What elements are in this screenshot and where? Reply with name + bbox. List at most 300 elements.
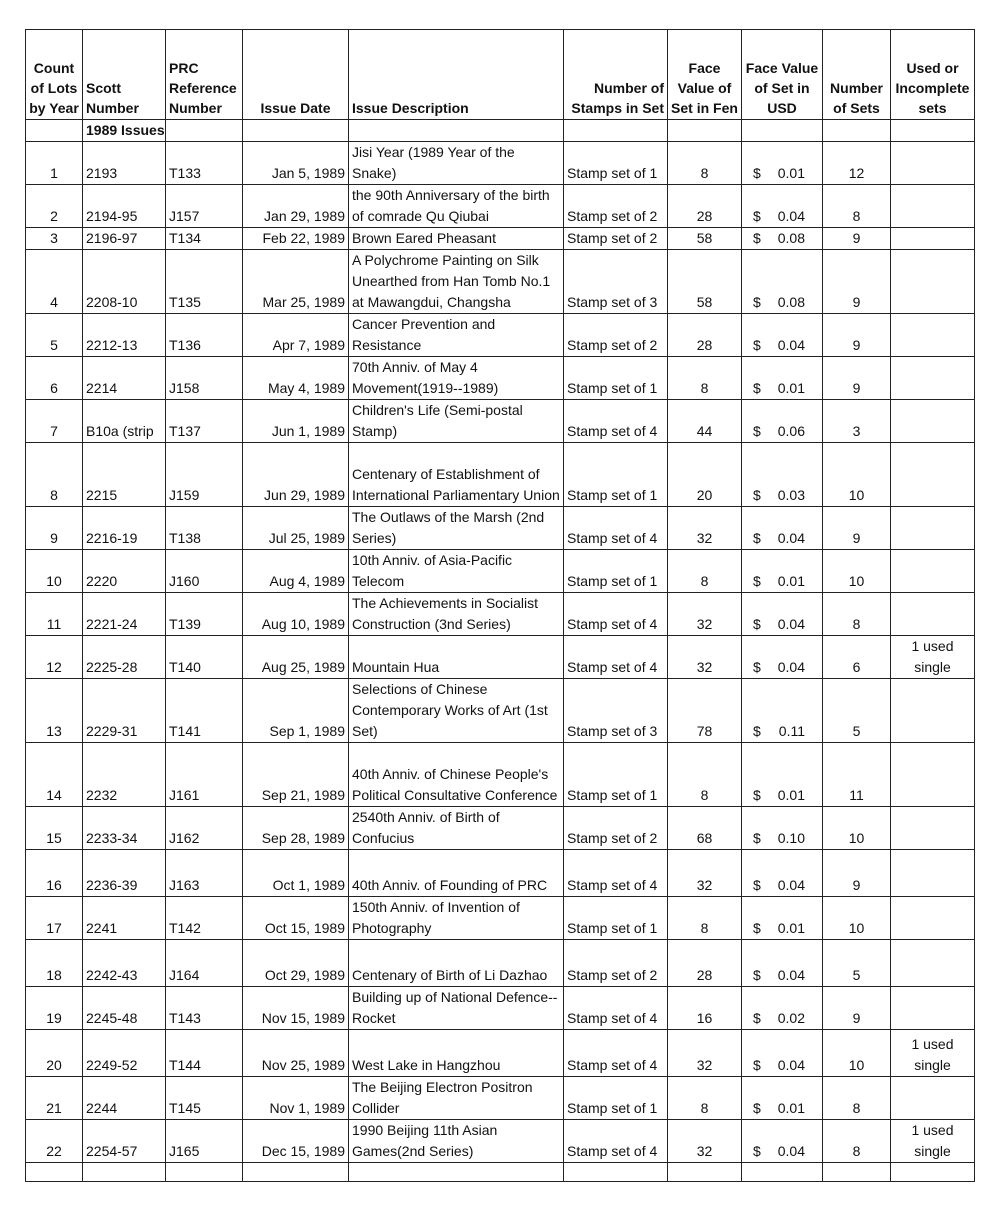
- row-face-usd: [742, 636, 823, 679]
- header-count: Count of Lots by Year: [26, 30, 83, 120]
- row-num-stamps: Stamp set of 4: [564, 593, 668, 636]
- row-date: Mar 25, 1989: [243, 250, 349, 314]
- row-face-usd: [742, 250, 823, 314]
- row-face-usd: [742, 940, 823, 987]
- row-num-stamps: Stamp set of 2: [564, 228, 668, 250]
- row-face-usd: [742, 1120, 823, 1163]
- row-num-sets: 10: [823, 897, 891, 940]
- row-description: 2540th Anniv. of Birth of Confucius: [349, 807, 564, 850]
- row-used: [891, 593, 975, 636]
- table-row: [26, 314, 975, 357]
- row-used: [891, 987, 975, 1030]
- row-face-fen: 8: [668, 897, 742, 940]
- row-num-sets: 3: [823, 400, 891, 443]
- currency-symbol: $: [753, 1010, 761, 1026]
- row-date: Oct 15, 1989: [243, 897, 349, 940]
- row-face-usd: [742, 507, 823, 550]
- row-num-sets: 9: [823, 228, 891, 250]
- usd-value: 0.01: [777, 165, 805, 181]
- row-scott: 2232: [83, 743, 166, 807]
- row-scott: 2221-24: [83, 593, 166, 636]
- row-used: 1 used single: [891, 1030, 975, 1077]
- row-num-stamps: Stamp set of 1: [564, 443, 668, 507]
- usd-value: 0.01: [777, 1100, 805, 1116]
- row-prc: J162: [166, 807, 243, 850]
- row-num-stamps: Stamp set of 4: [564, 400, 668, 443]
- row-face-fen: 28: [668, 314, 742, 357]
- row-prc: T135: [166, 250, 243, 314]
- row-face-usd: [742, 357, 823, 400]
- header-face-fen: Face Value of Set in Fen: [668, 30, 742, 120]
- table-row: [26, 636, 975, 679]
- row-face-fen: 68: [668, 807, 742, 850]
- row-num-sets: 11: [823, 743, 891, 807]
- row-count: 3: [26, 228, 83, 250]
- row-count: 22: [26, 1120, 83, 1163]
- row-count: 18: [26, 940, 83, 987]
- row-description: The Achievements in Socialist Construction (3nd Series): [349, 593, 564, 636]
- row-date: Sep 21, 1989: [243, 743, 349, 807]
- row-count: 4: [26, 250, 83, 314]
- row-description: 40th Anniv. of Chinese People's Political Consultative Conference: [349, 743, 564, 807]
- row-prc: J158: [166, 357, 243, 400]
- row-description: 40th Anniv. of Founding of PRC: [349, 850, 564, 897]
- usd-value: 0.04: [777, 530, 805, 546]
- usd-value: 0.08: [777, 230, 805, 246]
- row-scott: 2242-43: [83, 940, 166, 987]
- row-count: 9: [26, 507, 83, 550]
- row-date: Sep 1, 1989: [243, 679, 349, 743]
- row-description: Mountain Hua: [349, 636, 564, 679]
- row-face-usd: [742, 679, 823, 743]
- row-scott: B10a (strip: [83, 400, 166, 443]
- header-row: [26, 30, 975, 120]
- row-date: Oct 29, 1989: [243, 940, 349, 987]
- row-description: the 90th Anniversary of the birth of comrade Qu Qiubai: [349, 185, 564, 228]
- row-num-sets: 9: [823, 314, 891, 357]
- usd-value: 0.01: [777, 380, 805, 396]
- row-num-stamps: Stamp set of 2: [564, 940, 668, 987]
- row-count: 11: [26, 593, 83, 636]
- row-description: The Beijing Electron Positron Collider: [349, 1077, 564, 1120]
- usd-value: 0.04: [777, 337, 805, 353]
- row-description: 1990 Beijing 11th Asian Games(2nd Series): [349, 1120, 564, 1163]
- table-row: [26, 897, 975, 940]
- row-num-sets: 9: [823, 987, 891, 1030]
- currency-symbol: $: [753, 487, 761, 503]
- header-prc: PRC Reference Number: [166, 30, 243, 120]
- row-num-sets: 9: [823, 507, 891, 550]
- table-row: [26, 228, 975, 250]
- row-date: Jul 25, 1989: [243, 507, 349, 550]
- row-date: Nov 15, 1989: [243, 987, 349, 1030]
- row-scott: 2249-52: [83, 1030, 166, 1077]
- row-num-stamps: Stamp set of 4: [564, 987, 668, 1030]
- table-row: [26, 987, 975, 1030]
- row-face-usd: [742, 185, 823, 228]
- row-face-usd: [742, 443, 823, 507]
- currency-symbol: $: [753, 967, 761, 983]
- row-date: Feb 22, 1989: [243, 228, 349, 250]
- currency-symbol: $: [753, 659, 761, 675]
- row-count: 21: [26, 1077, 83, 1120]
- currency-symbol: $: [753, 530, 761, 546]
- row-face-fen: 28: [668, 940, 742, 987]
- currency-symbol: $: [753, 830, 761, 846]
- row-prc: T139: [166, 593, 243, 636]
- row-count: 2: [26, 185, 83, 228]
- currency-symbol: $: [753, 787, 761, 803]
- row-face-fen: 8: [668, 142, 742, 185]
- row-prc: J163: [166, 850, 243, 897]
- row-face-fen: 32: [668, 593, 742, 636]
- usd-value: 0.02: [777, 1010, 805, 1026]
- row-face-fen: 8: [668, 550, 742, 593]
- row-num-stamps: Stamp set of 3: [564, 250, 668, 314]
- row-scott: 2245-48: [83, 987, 166, 1030]
- row-scott: 2194-95: [83, 185, 166, 228]
- row-count: 12: [26, 636, 83, 679]
- usd-value: 0.06: [777, 423, 805, 439]
- usd-value: 0.11: [778, 723, 805, 739]
- currency-symbol: $: [753, 616, 761, 632]
- row-num-stamps: Stamp set of 4: [564, 507, 668, 550]
- row-date: Nov 1, 1989: [243, 1077, 349, 1120]
- row-used: [891, 1077, 975, 1120]
- row-count: 17: [26, 897, 83, 940]
- usd-value: 0.04: [777, 877, 805, 893]
- row-prc: T142: [166, 897, 243, 940]
- row-description: A Polychrome Painting on Silk Unearthed from Han Tomb No.1 at Mawangdui, Changsha: [349, 250, 564, 314]
- row-count: 19: [26, 987, 83, 1030]
- row-scott: 2236-39: [83, 850, 166, 897]
- row-num-sets: 8: [823, 185, 891, 228]
- blank-row: [26, 1163, 975, 1182]
- currency-symbol: $: [753, 723, 761, 739]
- row-date: Dec 15, 1989: [243, 1120, 349, 1163]
- row-count: 16: [26, 850, 83, 897]
- table-row: [26, 593, 975, 636]
- header-issue-date: Issue Date: [243, 30, 349, 120]
- row-num-sets: 10: [823, 550, 891, 593]
- row-date: Nov 25, 1989: [243, 1030, 349, 1077]
- row-used: [891, 850, 975, 897]
- usd-value: 0.04: [777, 1143, 805, 1159]
- row-used: [891, 679, 975, 743]
- row-used: [891, 507, 975, 550]
- currency-symbol: $: [753, 1057, 761, 1073]
- row-scott: 2220: [83, 550, 166, 593]
- currency-symbol: $: [753, 208, 761, 224]
- row-num-stamps: Stamp set of 4: [564, 850, 668, 897]
- row-count: 5: [26, 314, 83, 357]
- usd-value: 0.01: [777, 573, 805, 589]
- usd-value: 0.04: [777, 208, 805, 224]
- currency-symbol: $: [753, 573, 761, 589]
- row-num-sets: 12: [823, 142, 891, 185]
- row-num-stamps: Stamp set of 1: [564, 743, 668, 807]
- currency-symbol: $: [753, 294, 761, 310]
- row-prc: T133: [166, 142, 243, 185]
- table-row: [26, 443, 975, 507]
- row-num-stamps: Stamp set of 1: [564, 357, 668, 400]
- row-scott: 2196-97: [83, 228, 166, 250]
- row-scott: 2233-34: [83, 807, 166, 850]
- usd-value: 0.04: [777, 659, 805, 675]
- usd-value: 0.04: [777, 1057, 805, 1073]
- stamp-inventory-table: [25, 29, 975, 1182]
- row-num-sets: 5: [823, 940, 891, 987]
- table-row: [26, 807, 975, 850]
- header-num-sets: Number of Sets: [823, 30, 891, 120]
- row-used: [891, 228, 975, 250]
- row-count: 7: [26, 400, 83, 443]
- table-row: [26, 357, 975, 400]
- row-description: 70th Anniv. of May 4 Movement(1919--1989): [349, 357, 564, 400]
- row-num-stamps: Stamp set of 4: [564, 636, 668, 679]
- currency-symbol: $: [753, 1143, 761, 1159]
- row-scott: 2225-28: [83, 636, 166, 679]
- row-date: Aug 10, 1989: [243, 593, 349, 636]
- row-description: Cancer Prevention and Resistance: [349, 314, 564, 357]
- currency-symbol: $: [753, 380, 761, 396]
- row-count: 20: [26, 1030, 83, 1077]
- row-face-usd: [742, 850, 823, 897]
- row-used: [891, 443, 975, 507]
- table-row: [26, 1120, 975, 1163]
- row-used: [891, 314, 975, 357]
- row-date: Apr 7, 1989: [243, 314, 349, 357]
- row-face-usd: [742, 550, 823, 593]
- row-num-sets: 10: [823, 807, 891, 850]
- row-description: Brown Eared Pheasant: [349, 228, 564, 250]
- row-prc: T144: [166, 1030, 243, 1077]
- row-num-sets: 10: [823, 1030, 891, 1077]
- row-num-stamps: Stamp set of 2: [564, 807, 668, 850]
- usd-value: 0.04: [777, 616, 805, 632]
- header-description: Issue Description: [349, 30, 564, 120]
- row-date: Jun 29, 1989: [243, 443, 349, 507]
- row-date: Oct 1, 1989: [243, 850, 349, 897]
- table-row: [26, 507, 975, 550]
- row-num-sets: 9: [823, 850, 891, 897]
- usd-value: 0.10: [777, 830, 805, 846]
- row-face-usd: [742, 807, 823, 850]
- row-used: [891, 142, 975, 185]
- row-date: Aug 4, 1989: [243, 550, 349, 593]
- row-description: Centenary of Birth of Li Dazhao: [349, 940, 564, 987]
- row-used: [891, 357, 975, 400]
- row-date: May 4, 1989: [243, 357, 349, 400]
- usd-value: 0.01: [777, 920, 805, 936]
- table-row: [26, 679, 975, 743]
- row-scott: 2254-57: [83, 1120, 166, 1163]
- row-face-fen: 8: [668, 357, 742, 400]
- row-face-fen: 58: [668, 228, 742, 250]
- row-count: 13: [26, 679, 83, 743]
- row-description: Building up of National Defence--Rocket: [349, 987, 564, 1030]
- row-count: 8: [26, 443, 83, 507]
- row-face-fen: 20: [668, 443, 742, 507]
- row-used: [891, 250, 975, 314]
- row-prc: J164: [166, 940, 243, 987]
- row-num-stamps: Stamp set of 1: [564, 1077, 668, 1120]
- row-scott: 2244: [83, 1077, 166, 1120]
- row-scott: 2241: [83, 897, 166, 940]
- row-num-stamps: Stamp set of 1: [564, 550, 668, 593]
- row-prc: J165: [166, 1120, 243, 1163]
- row-description: 10th Anniv. of Asia-Pacific Telecom: [349, 550, 564, 593]
- row-prc: T145: [166, 1077, 243, 1120]
- row-face-usd: [742, 1077, 823, 1120]
- row-count: 10: [26, 550, 83, 593]
- section-row: [26, 120, 975, 142]
- row-num-sets: 8: [823, 593, 891, 636]
- row-face-fen: 32: [668, 636, 742, 679]
- table-row: [26, 185, 975, 228]
- row-description: 150th Anniv. of Invention of Photography: [349, 897, 564, 940]
- currency-symbol: $: [753, 337, 761, 353]
- row-face-usd: [742, 400, 823, 443]
- row-face-fen: 28: [668, 185, 742, 228]
- row-description: Children's Life (Semi-postal Stamp): [349, 400, 564, 443]
- row-face-fen: 16: [668, 987, 742, 1030]
- row-face-usd: [742, 228, 823, 250]
- row-scott: 2214: [83, 357, 166, 400]
- row-description: Selections of Chinese Contemporary Works of Art (1st Set): [349, 679, 564, 743]
- row-face-fen: 32: [668, 1030, 742, 1077]
- row-used: [891, 550, 975, 593]
- header-face-usd: Face Value of Set in USD: [742, 30, 823, 120]
- usd-value: 0.04: [777, 967, 805, 983]
- row-face-fen: 32: [668, 507, 742, 550]
- row-used: [891, 400, 975, 443]
- row-num-stamps: Stamp set of 4: [564, 1120, 668, 1163]
- row-count: 14: [26, 743, 83, 807]
- row-num-stamps: Stamp set of 2: [564, 185, 668, 228]
- row-face-usd: [742, 897, 823, 940]
- row-scott: 2193: [83, 142, 166, 185]
- row-scott: 2216-19: [83, 507, 166, 550]
- row-face-usd: [742, 1030, 823, 1077]
- currency-symbol: $: [753, 423, 761, 439]
- row-face-fen: 8: [668, 1077, 742, 1120]
- currency-symbol: $: [753, 877, 761, 893]
- row-description: Centenary of Establishment of International Parliamentary Union: [349, 443, 564, 507]
- row-face-usd: [742, 593, 823, 636]
- row-scott: 2212-13: [83, 314, 166, 357]
- row-prc: T138: [166, 507, 243, 550]
- row-num-sets: 8: [823, 1120, 891, 1163]
- row-scott: 2208-10: [83, 250, 166, 314]
- row-date: Jan 5, 1989: [243, 142, 349, 185]
- row-count: 1: [26, 142, 83, 185]
- row-num-stamps: Stamp set of 1: [564, 897, 668, 940]
- row-prc: T143: [166, 987, 243, 1030]
- row-face-usd: [742, 743, 823, 807]
- row-used: [891, 897, 975, 940]
- usd-value: 0.01: [777, 787, 805, 803]
- table-row: [26, 743, 975, 807]
- row-face-fen: 8: [668, 743, 742, 807]
- row-prc: J157: [166, 185, 243, 228]
- table-row: [26, 550, 975, 593]
- currency-symbol: $: [753, 920, 761, 936]
- table-row: [26, 142, 975, 185]
- header-num-stamps: Number of Stamps in Set: [564, 30, 668, 120]
- row-used: [891, 185, 975, 228]
- row-prc: T134: [166, 228, 243, 250]
- row-count: 6: [26, 357, 83, 400]
- row-face-fen: 78: [668, 679, 742, 743]
- row-date: Sep 28, 1989: [243, 807, 349, 850]
- row-num-sets: 8: [823, 1077, 891, 1120]
- row-description: The Outlaws of the Marsh (2nd Series): [349, 507, 564, 550]
- row-date: Jun 1, 1989: [243, 400, 349, 443]
- row-used: [891, 743, 975, 807]
- table-row: [26, 850, 975, 897]
- row-face-fen: 44: [668, 400, 742, 443]
- currency-symbol: $: [753, 1100, 761, 1116]
- row-date: Aug 25, 1989: [243, 636, 349, 679]
- row-prc: J161: [166, 743, 243, 807]
- table-row: [26, 400, 975, 443]
- row-scott: 2229-31: [83, 679, 166, 743]
- row-used: 1 used single: [891, 1120, 975, 1163]
- row-used: 1 used single: [891, 636, 975, 679]
- row-prc: T136: [166, 314, 243, 357]
- usd-value: 0.03: [777, 487, 805, 503]
- row-face-usd: [742, 314, 823, 357]
- row-prc: T140: [166, 636, 243, 679]
- row-num-sets: 5: [823, 679, 891, 743]
- row-used: [891, 940, 975, 987]
- currency-symbol: $: [753, 230, 761, 246]
- row-num-stamps: Stamp set of 2: [564, 314, 668, 357]
- row-description: Jisi Year (1989 Year of the Snake): [349, 142, 564, 185]
- header-scott: Scott Number: [83, 30, 166, 120]
- row-used: [891, 807, 975, 850]
- table-row: [26, 1030, 975, 1077]
- row-num-stamps: Stamp set of 3: [564, 679, 668, 743]
- row-face-fen: 58: [668, 250, 742, 314]
- row-face-fen: 32: [668, 1120, 742, 1163]
- table-row: [26, 940, 975, 987]
- row-num-sets: 6: [823, 636, 891, 679]
- row-prc: J160: [166, 550, 243, 593]
- usd-value: 0.08: [777, 294, 805, 310]
- row-face-usd: [742, 987, 823, 1030]
- section-label: 1989 Issues: [83, 120, 166, 142]
- row-num-stamps: Stamp set of 4: [564, 1030, 668, 1077]
- row-num-sets: 9: [823, 250, 891, 314]
- row-scott: 2215: [83, 443, 166, 507]
- header-used: Used or Incomplete sets: [891, 30, 975, 120]
- row-prc: T137: [166, 400, 243, 443]
- row-count: 15: [26, 807, 83, 850]
- row-face-fen: 32: [668, 850, 742, 897]
- row-num-stamps: Stamp set of 1: [564, 142, 668, 185]
- row-prc: J159: [166, 443, 243, 507]
- row-prc: T141: [166, 679, 243, 743]
- row-date: Jan 29, 1989: [243, 185, 349, 228]
- table-row: [26, 1077, 975, 1120]
- row-face-usd: [742, 142, 823, 185]
- row-description: West Lake in Hangzhou: [349, 1030, 564, 1077]
- table-row: [26, 250, 975, 314]
- row-num-sets: 10: [823, 443, 891, 507]
- currency-symbol: $: [753, 165, 761, 181]
